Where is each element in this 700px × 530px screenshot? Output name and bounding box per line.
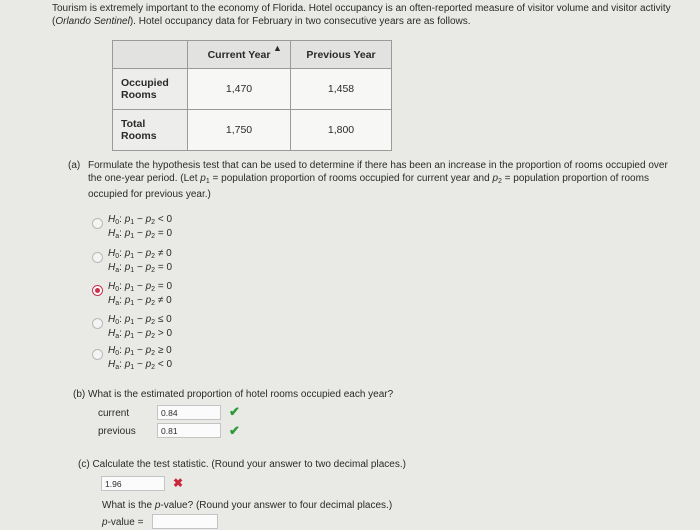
hypothesis-option-4[interactable]: $H_0$: $p_1 - p_2 \le 0$ $H_a$: $p_1 - p_2 > 0$ — [108, 314, 172, 342]
p-value-label: p-value = — [102, 517, 144, 528]
column-header-current: Current Year — [188, 41, 291, 69]
table-row — [113, 110, 392, 151]
hypothesis-option-3[interactable]: $H_0$: $p_1 - p_2 = 0$ $H_a$: $p_1 - p_2 \ne 0$ — [108, 281, 172, 309]
radio-button[interactable] — [92, 349, 103, 360]
cross-icon: ✖ — [173, 476, 184, 490]
column-header-previous: Previous Year — [291, 41, 392, 69]
cell-total-current: 1,750 — [188, 110, 291, 151]
previous-proportion-input[interactable]: 0.81 — [157, 423, 221, 438]
current-proportion-input[interactable]: 0.84 — [157, 405, 221, 420]
radio-button[interactable] — [92, 218, 103, 229]
check-icon: ✔ — [229, 423, 240, 438]
row-label-total: Total Rooms — [113, 110, 188, 151]
part-b-label: (b) — [73, 389, 86, 400]
p-value-question: What is the p-value? (Round your answer to four decimal places.) — [102, 500, 393, 511]
hypothesis-option-5[interactable]: $H_0$: $p_1 - p_2 \ge 0$ $H_a$: $p_1 - p_2 < 0$ — [108, 345, 172, 373]
cell-occupied-current: 1,470 — [188, 69, 291, 110]
problem-intro: Tourism is extremely important to the economy of Florida. Hotel occupancy is an often-reported measure of visitor volume and visitor activity (Orlando Sentinel). Hotel occupancy data for February in two consecutive years are as follows. — [52, 3, 671, 27]
part-c-question — [78, 459, 406, 470]
radio-button[interactable] — [92, 252, 103, 263]
part-b-text: What is the estimated proportion of hotel rooms occupied each year? — [88, 389, 394, 400]
table-row — [113, 69, 392, 110]
part-b-question — [73, 389, 393, 400]
part-a-label: (a) — [68, 160, 81, 171]
previous-label: previous — [98, 426, 136, 437]
occupancy-table — [112, 40, 392, 151]
p-value-input[interactable] — [152, 514, 218, 529]
part-a-question: (a) Formulate the hypothesis test that can be used to determine if there has been an increase in the proportion of rooms occupied over the one-year period. (Let $p_1$ = population proportion of rooms occupied for current year and $p_2$ = population proportion of rooms occupied for previous year.) — [68, 160, 668, 200]
cell-total-previous: 1,800 — [291, 110, 392, 151]
radio-button-selected[interactable] — [92, 285, 103, 296]
hypothesis-option-2[interactable]: $H_0$: $p_1 - p_2 \ne 0$ $H_a$: $p_1 - p_2 = 0$ — [108, 248, 172, 276]
test-statistic-input[interactable]: 1.96 — [101, 476, 165, 491]
row-label-occupied: Occupied Rooms — [113, 69, 188, 110]
mouse-cursor-icon: ▲ — [273, 43, 282, 53]
table-corner — [113, 41, 188, 69]
check-icon: ✔ — [229, 404, 240, 419]
hypothesis-option-1[interactable]: $H_0$: $p_1 - p_2 < 0$ $H_a$: $p_1 - p_2 = 0$ — [108, 214, 172, 242]
current-label: current — [98, 408, 130, 419]
cell-occupied-previous: 1,458 — [291, 69, 392, 110]
part-c-label: (c) — [78, 459, 90, 470]
part-c-text: Calculate the test statistic. (Round your answer to two decimal places.) — [92, 459, 406, 470]
radio-button[interactable] — [92, 318, 103, 329]
